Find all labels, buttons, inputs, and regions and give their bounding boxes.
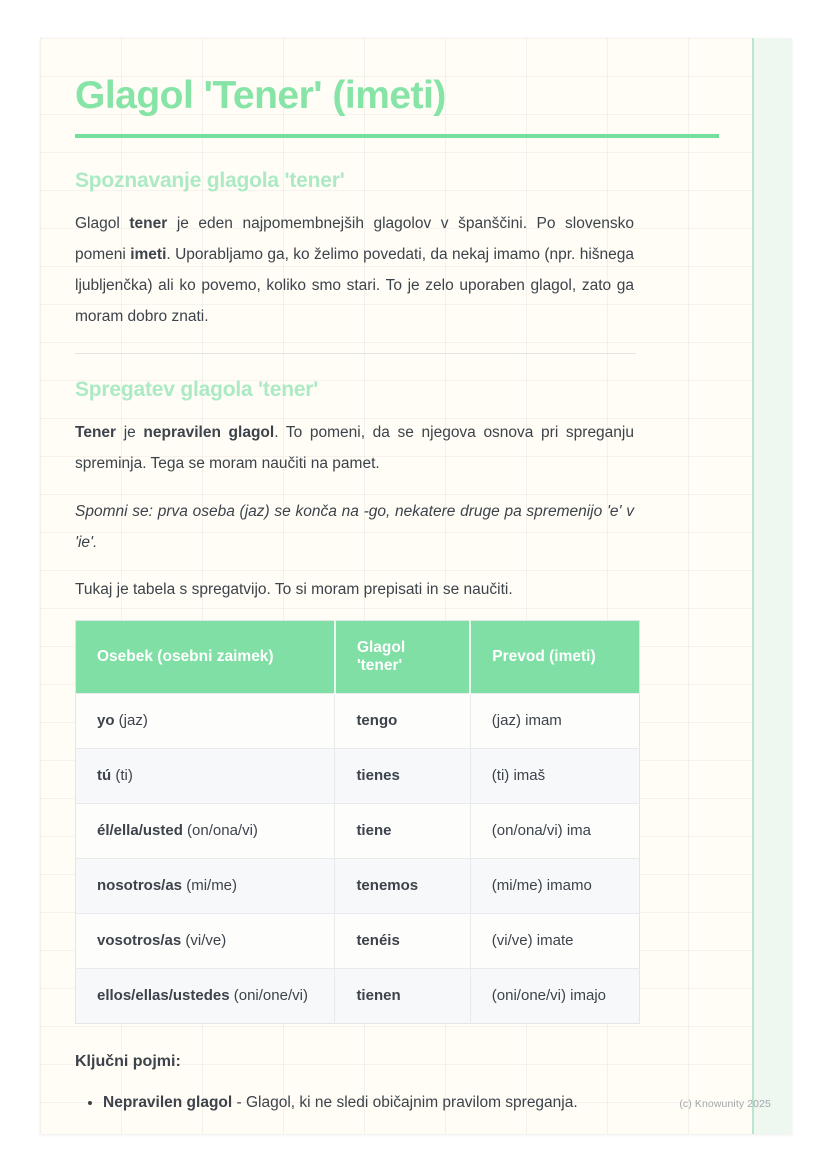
cell-translation: (mi/me) imamo: [470, 858, 639, 913]
cell-person: tú (ti): [76, 748, 335, 803]
cell-verb: tengo: [335, 693, 470, 748]
conjugation-paragraph: Tener je nepravilen glagol. To pomeni, da se njegova osnova pri spreganju spreminja. Tega se moram naučiti na pamet.: [75, 423, 634, 472]
cell-person: vosotros/as (vi/ve): [76, 913, 335, 968]
cell-translation: (jaz) imam: [470, 693, 639, 748]
key-terms-list: [103, 1091, 703, 1115]
key-terms-heading: Ključni pojmi:: [75, 1052, 181, 1070]
cell-translation: (oni/one/vi) imajo: [470, 968, 639, 1023]
table-row: [76, 858, 640, 913]
table-row: [76, 693, 640, 748]
page-title: Glagol 'Tener' (imeti): [75, 74, 446, 117]
cell-translation: (on/ona/vi) ima: [470, 803, 639, 858]
table-row: [76, 803, 640, 858]
cell-verb: tenemos: [335, 858, 470, 913]
cell-verb: tienes: [335, 748, 470, 803]
title-underline-rule: [75, 134, 719, 138]
conjugation-table-body: [76, 693, 640, 1023]
table-row: [76, 913, 640, 968]
cell-person: él/ella/usted (on/ona/vi): [76, 803, 335, 858]
header-verb: Glagol 'tener': [335, 620, 470, 693]
section-divider: [75, 353, 636, 354]
list-item: • Nepravilen glagol - Glagol, ki ne sledi običajnim pravilom spreganja.: [103, 1091, 703, 1115]
table-header-row: [76, 620, 640, 693]
cell-person: nosotros/as (mi/me): [76, 858, 335, 913]
section-heading-conjugation: Spregatev glagola 'tener': [75, 377, 319, 401]
cell-person: yo (jaz): [76, 693, 335, 748]
cell-verb: tienen: [335, 968, 470, 1023]
table-row: [76, 968, 640, 1023]
cell-verb: tiene: [335, 803, 470, 858]
copyright-notice: (c) Knowunity 2025: [679, 1098, 771, 1110]
document-content: [40, 38, 792, 1134]
cell-verb: tenéis: [335, 913, 470, 968]
table-lead-in: Tukaj je tabela s spregatvijo. To si moram prepisati in se naučiti.: [75, 580, 513, 598]
intro-paragraph: Glagol tener je eden najpomembnejših glagolov v španščini. Po slovensko pomeni imeti. Uporabljamo ga, ko želimo povedati, da nekaj imamo (npr. hišnega ljubljenčka) ali ko povemo, koliko smo stari. To je zelo uporaben glagol, zato ga moram dobro znati.: [75, 214, 634, 325]
document-page: [40, 38, 792, 1134]
conjugation-table-header: [76, 620, 640, 693]
header-person: Osebek (osebni zaimek): [76, 620, 335, 693]
cell-translation: (vi/ve) imate: [470, 913, 639, 968]
cell-translation: (ti) imaš: [470, 748, 639, 803]
header-translation: Prevod (imeti): [470, 620, 639, 693]
conjugation-table: [75, 620, 640, 1024]
section-heading-intro: Spoznavanje glagola 'tener': [75, 168, 345, 192]
cell-person: ellos/ellas/ustedes (oni/one/vi): [76, 968, 335, 1023]
table-row: [76, 748, 640, 803]
reminder-note: Spomni se: prva oseba (jaz) se konča na -go, nekatere druge pa spremenijo 'e' v 'ie'.: [75, 502, 634, 551]
